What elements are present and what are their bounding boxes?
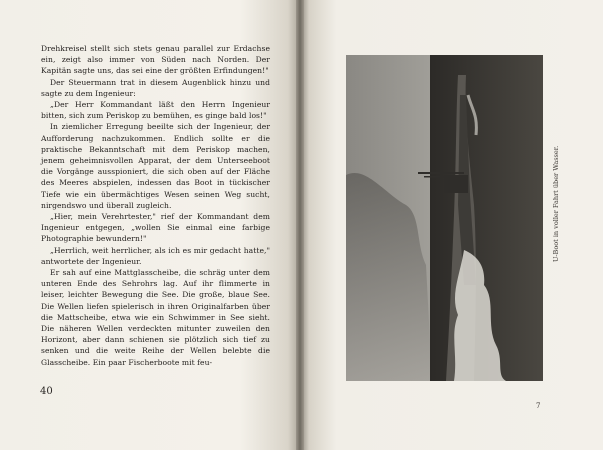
body-text: [41, 43, 270, 368]
page-number-left: 40: [40, 386, 53, 397]
paragraph-1: Drehkreisel stellt sich stets genau parallel zur Erdachse ein, zeigt also immer von Süden nach Norden. Der Kapitän sagte uns, das sei eine der größten Erfindungen!": [41, 44, 270, 76]
paragraph-6: „Herrlich, weit herrlicher, als ich es mir gedacht hatte," antwortete der Ingenieur.: [41, 245, 270, 266]
photo-caption: U-Boot in voller Fahrt über Wasser.: [552, 145, 560, 262]
paragraph-7: Er sah auf eine Mattglasscheibe, die schräg unter dem unteren Ende des Sehrohrs lag. Auf ihr flimmerte in leiser, leichter Bewegung die See. Die große, blaue See. Die Wellen liefen spielerisch in ihren Originalfarben über die Mattscheibe, etwa wie ein Schwimmer in See sieht. Die näheren Wellen verdeckten mitunter zuweilen den Horizont, aber dann schienen sie plötzlich sich tief zu senken und die weite Reihe der Wellen belebte die Glasscheibe. Ein paar Fischerboote mit feu-: [41, 268, 270, 367]
submarine-photo: [346, 55, 543, 381]
paragraph-4: In ziemlicher Erregung beeilte sich der Ingenieur, der Aufforderung nachzukommen. Endlich sollte er die praktische Bekanntschaft mit dem Periskop machen, jenem geheimnisvollen Apparat, der dem Unterseeboot die Vorgänge ausspioniert, die sich oben auf der Fläche des Meeres abspielen, indessen das Boot in tückischer Tiefe wie ein übermächtiges Wesen seinen Weg sucht, nirgendswo und überall zugleich.: [41, 122, 270, 210]
page-number-right: 7: [536, 402, 541, 410]
paragraph-5: „Hier, mein Verehrtester," rief der Kommandant dem Ingenieur entgegen, „wollen Sie einmal eine farbige Photographie bewundern!": [41, 212, 270, 244]
left-page: [0, 0, 300, 450]
book-gutter: [296, 0, 304, 450]
paragraph-3: „Der Herr Kommandant läßt den Herrn Ingenieur bitten, sich zum Periskop zu bemühen, es ginge bald los!": [41, 100, 270, 121]
paragraph-2: Der Steuermann trat in diesem Augenblick hinzu und sagte zu dem Ingenieur:: [41, 77, 270, 98]
